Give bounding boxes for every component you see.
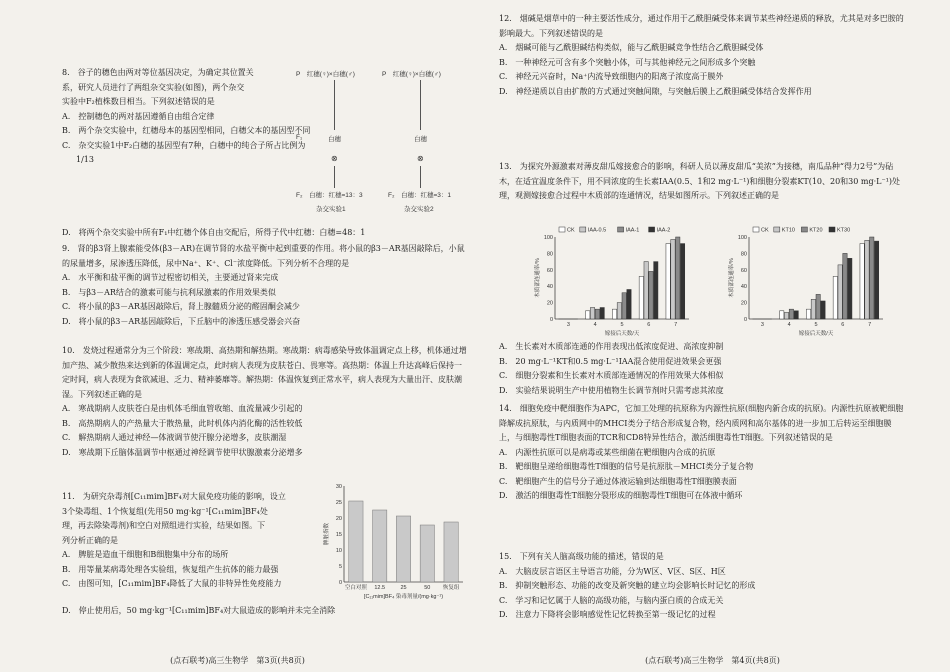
exp1-arrow-line <box>334 166 335 188</box>
q11-line: 3个染毒组、1个恢复组(先用50 mg·kg⁻¹[C₁₁mim]BF₄处 <box>62 506 268 516</box>
q11-option-a[interactable]: A. 脾脏是造血干细胞和B细胞集中分布的场所 <box>62 550 229 559</box>
y-tick-label: 20 <box>546 300 553 307</box>
q9-option-b[interactable]: B. 与β3－AR结合的激素可能与抗利尿激素的作用效果类似 <box>62 287 276 297</box>
q13-option-b[interactable]: B. 20 mg·L⁻¹KT和0.5 mg·L⁻¹IAA混合使用促进效果会更强 <box>499 356 722 366</box>
chart-bar <box>816 294 820 319</box>
q13-option-d[interactable]: D. 实验结果说明生产中使用植物生长调节剂时只需考虑其浓度 <box>499 385 724 395</box>
q9-option-c[interactable]: C. 将小鼠的β3－AR基因敲除后，肾上腺髓质分泌的醛固酮会减少 <box>62 302 300 311</box>
chart-bar <box>349 501 363 582</box>
question-8 <box>62 66 312 168</box>
exp2-f1: 白穗 <box>414 136 427 143</box>
x-tick-label: 50 <box>424 585 431 591</box>
q10-option-c[interactable]: C. 解热期病人通过神经—体液调节使汗腺分泌增多，皮肤潮湿 <box>62 433 287 442</box>
q10-option-a[interactable]: A. 寒战期病人皮肤苍白是由机体毛细血管收缩、血流量减少引起的 <box>62 404 303 413</box>
legend-swatch <box>774 227 780 232</box>
q8-option-a[interactable]: A. 控制穗色的两对基因遵循自由组合定律 <box>62 111 215 121</box>
q8-option-c[interactable]: C. 杂交实验1中F₂白穗的基因型有7种，白穗中的纯合子所占比例为1/13 <box>62 140 306 164</box>
y-tick-label: 25 <box>335 500 342 506</box>
x-axis-label: 嫁接后天数/天 <box>798 331 834 337</box>
chart-bar <box>654 262 658 319</box>
q13-stem: 13. 为探究外源激素对薄皮甜瓜嫁接愈合的影响，科研人员以薄皮甜瓜“美浓”为接穗，南瓜品种“得力2号”为砧木，在适宜温度条件下，用不同浓度的生长素IAA(0.5、1和2 mg·L⁻¹)和细胞分裂素KT(10、20和30 mg·L⁻¹)处理，观测嫁接愈合过程中木质部的连通情况，结果如图所示。下列叙述正确的是 <box>499 162 901 200</box>
x-tick-label: 3 <box>566 322 570 328</box>
y-tick-label: 30 <box>335 484 342 490</box>
page-footer: (点石联考)高三生物学 第3页(共8页) <box>170 656 305 665</box>
question-13 <box>499 160 904 204</box>
q12-option-c[interactable]: C. 神经元兴奋时，Na⁺内流导致细胞内的阳离子浓度高于膜外 <box>499 72 724 81</box>
question-10 <box>62 344 467 460</box>
y-axis-label: 木质部连通率/% <box>729 258 735 298</box>
y-tick-label: 20 <box>740 300 747 307</box>
y-tick-label: 15 <box>335 532 342 538</box>
q9-option-a[interactable]: A. 水平衡和盐平衡的调节过程密切相关，主要通过肾来完成 <box>62 273 279 282</box>
exp2-arrow-line <box>420 80 421 130</box>
question-15 <box>499 550 904 623</box>
legend-swatch <box>618 227 624 232</box>
chart-bar <box>838 265 842 319</box>
chart-bar <box>617 303 621 319</box>
chart-bar <box>680 244 684 319</box>
q9-stem: 9. 肾的β3肾上腺素能受体(β3－AR)在调节肾的水盐平衡中起到重要的作用。将小鼠的β3－AR基因敲除后，小鼠的尿量增多，尿渗透压降低，尿中Na⁺、K⁺、Cl⁻浓度降低。下列分析不合理的是 <box>62 244 465 268</box>
right-page <box>475 0 950 672</box>
legend-swatch <box>829 227 835 232</box>
y-axis-label: 脾脏指数 <box>324 522 330 546</box>
x-tick-label: 5 <box>620 322 624 328</box>
chart-bar <box>870 237 874 319</box>
q8-option-d-wrap <box>62 226 467 241</box>
chart-bar <box>600 308 604 319</box>
q11-option-d-wrap <box>62 604 467 619</box>
legend-label: IAA-0.5 <box>587 227 607 234</box>
q12-stem: 12. 烟碱是烟草中的一种主要活性成分，通过作用于乙酰胆碱受体来调节某些神经递质的释放，尤其是对多巴胺的影响最大。下列叙述错误的是 <box>499 14 904 38</box>
chart-bar <box>865 240 869 319</box>
chart-bar <box>639 276 643 319</box>
y-tick-label: 100 <box>543 235 553 241</box>
selfing-symbol: ⊗ <box>417 154 424 163</box>
chart-bar <box>811 299 815 319</box>
y-tick-label: 5 <box>338 564 342 570</box>
chart-bar <box>780 311 784 319</box>
q14-option-a[interactable]: A. 内源性抗原可以是病毒或某些细菌在靶细胞内合成的抗原 <box>499 447 716 457</box>
x-tick-label: 25 <box>400 585 407 591</box>
chart-bar <box>676 237 680 319</box>
chart-bar <box>666 244 670 319</box>
legend-label: KT20 <box>809 227 823 234</box>
y-tick-label: 40 <box>740 284 747 291</box>
q10-option-b[interactable]: B. 高热期病人的产热量大于散热量，此时机体内消化酶的活性较低 <box>62 418 303 428</box>
y-tick-label: 60 <box>740 267 747 274</box>
x-tick-label: 空白对照 <box>344 585 367 591</box>
x-tick-label: 4 <box>787 322 791 328</box>
question-11 <box>62 490 324 592</box>
y-tick-label: 80 <box>740 251 747 258</box>
exp2-f2: F₂ 白穗：红穗=3：1 <box>388 192 452 199</box>
q9-option-d[interactable]: D. 将小鼠的β3－AR基因敲除后，下丘脑中的渗透压感受器会兴奋 <box>62 316 301 326</box>
q12-option-b[interactable]: B. 一种神经元可含有多个突触小体，可与其他神经元之间形成多个突触 <box>499 57 756 67</box>
x-axis-label: [C₁₁mim]BF₄ 染毒剂量/(mg·kg⁻¹) <box>363 594 444 600</box>
chart-bar <box>627 289 631 319</box>
legend-label: CK <box>567 227 575 234</box>
y-tick-label: 10 <box>335 548 342 554</box>
q8-line: 实验中F₂植株数目相当。下列叙述错误的是 <box>62 97 215 106</box>
legend-label: IAA-1 <box>625 227 640 234</box>
q11-option-b[interactable]: B. 用等量某病毒处理各实验组，恢复组产生抗体的能力最强 <box>62 564 279 574</box>
q14-option-b[interactable]: B. 靶细胞呈递给细胞毒性T细胞的信号是抗原肽－MHCⅠ类分子复合物 <box>499 462 754 471</box>
question-13-options <box>499 340 904 398</box>
q15-stem: 15. 下列有关人脑高级功能的描述，错误的是 <box>499 552 664 561</box>
x-tick-label: 6 <box>647 322 651 328</box>
chart-bar <box>590 308 594 319</box>
q11-line: 11. 为研究杂毒剂[C₁₁mim]BF₄对大鼠免疫功能的影响，设立 <box>62 492 286 501</box>
y-axis-label: 木质部连通率/% <box>535 258 541 298</box>
chart-bar <box>833 276 837 319</box>
chart-bar <box>396 516 410 582</box>
y-tick-label: 100 <box>737 235 747 241</box>
y-tick-label: 0 <box>549 317 553 323</box>
q15-option-b[interactable]: B. 抑制突触形态、功能的改变及新突触的建立均会影响长时记忆的形成 <box>499 581 756 590</box>
q8-line: 8. 谷子的穗色由两对等位基因决定，为确定其位置关 <box>62 68 254 77</box>
chart-bar <box>649 271 653 319</box>
x-tick-label: 恢复组 <box>442 585 460 591</box>
chart-bar <box>612 309 616 319</box>
y-tick-label: 60 <box>546 267 553 274</box>
q13-option-c[interactable]: C. 细胞分裂素和生长素对木质部连通情况的作用效果大体相似 <box>499 371 724 380</box>
x-tick-label: 5 <box>814 322 818 328</box>
q8-line: 系，研究人员进行了两组杂交实验(如图)，两个杂交 <box>62 82 245 92</box>
y-tick-label: 20 <box>335 516 342 522</box>
exp2-parents: P 红穗(♀)×白穗(♂) <box>382 71 441 78</box>
legend-label: KT30 <box>837 227 851 234</box>
chart-bar <box>420 525 434 582</box>
x-tick-label: 3 <box>760 322 764 328</box>
x-axis-label: 嫁接后天数/天 <box>604 331 640 337</box>
q12-option-a[interactable]: A. 烟碱可能与乙酰胆碱结构类似，能与乙酰胆碱竞争性结合乙酰胆碱受体 <box>499 43 764 52</box>
exp1-f1: 白穗 <box>328 136 341 143</box>
chart-bar <box>794 311 798 319</box>
page-footer: (点石联考)高三生物学 第4页(共8页) <box>645 656 780 665</box>
chart-bar <box>644 262 648 319</box>
question-14 <box>499 402 904 504</box>
chart-bar <box>595 309 599 319</box>
x-tick-label: 12.5 <box>374 585 386 591</box>
question-9 <box>62 242 467 329</box>
iaa-chart <box>533 225 693 337</box>
chart-bar <box>373 510 387 582</box>
chart-bar <box>671 239 675 319</box>
chart-bar <box>874 241 878 319</box>
q15-option-a[interactable]: A. 大脑皮层言语区主导语言功能，分为W区、V区、S区、H区 <box>499 566 726 576</box>
q11-line: 理，再去除染毒剂)和空白对照组进行实验，结果如图。下 <box>62 521 266 530</box>
exp1-f2: F₂ 白穗：红穗=13：3 <box>296 192 363 199</box>
cross-diagram <box>296 66 466 216</box>
legend-label: KT10 <box>781 227 795 234</box>
x-tick-label: 7 <box>674 322 678 328</box>
q8-option-d[interactable]: D. 将两个杂交实验中所有F₁中红穗个体自由交配后，所得子代中红穗：白穗=48：1 <box>62 228 366 237</box>
q13-option-a[interactable]: A. 生长素对木质部连通的作用表现出低浓度促进、高浓度抑制 <box>499 342 724 351</box>
chart-bar <box>848 258 852 319</box>
q10-stem: 10. 发烧过程通常分为三个阶段：寒战期、高热期和解热期。寒战期：病毒感染导致体温调定点上移，机体通过增加产热、减少散热来达到新的体温调定点，此时病人表现为皮肤苍白、畏寒等。高热期：体温上升达高峰后保持一定时间，病人表现为食欲减退、乏力、精神萎靡等。解热期：体温恢复到正常水平，病人表现为大量出汗、皮肤潮湿。下列叙述正确的是 <box>62 346 467 399</box>
q12-option-d[interactable]: D. 神经递质以自由扩散的方式通过突触间隙，与突触后膜上乙酰胆碱受体结合发挥作用 <box>499 86 812 96</box>
chart-bar <box>444 522 458 582</box>
q14-stem: 14. 细胞免疫中靶细胞作为APC，它加工处理的抗原称为内源性抗原(细胞内新合成的抗原)。内源性抗原被靶细胞降解成抗原肽，与内质网中的MHCⅠ类分子结合形成复合物，经内质网和高尔基体的进一步加工后转运至细胞膜上，与细胞毒性T细胞表面的TCR和CD8特异性结合，激活细胞毒性T细胞。下列叙述错误的是 <box>499 404 904 442</box>
chart-bar <box>586 311 590 319</box>
q11-option-d[interactable]: D. 停止使用后，50 mg·kg⁻¹[C₁₁mim]BF₄对大鼠造成的影响并未完全消除 <box>62 606 336 615</box>
q14-option-d[interactable]: D. 激活的细胞毒性T细胞分裂形成的细胞毒性T细胞可在体液中循环 <box>499 491 743 500</box>
legend-swatch <box>580 227 586 232</box>
chart-bar <box>806 309 810 319</box>
legend-swatch <box>559 227 565 232</box>
q11-line: 列分析正确的是 <box>62 535 118 545</box>
legend-label: CK <box>761 227 769 234</box>
chart-bar <box>789 309 793 319</box>
y-tick-label: 80 <box>546 251 553 258</box>
legend-label: IAA-2 <box>656 227 671 234</box>
x-tick-label: 4 <box>593 322 597 328</box>
exp1-f1-label: F₁ <box>296 134 303 141</box>
legend-swatch <box>801 227 807 232</box>
x-tick-label: 6 <box>841 322 845 328</box>
question-12 <box>499 12 904 99</box>
q8-option-b[interactable]: B. 两个杂交实验中，红穗母本的基因型相同，白穗父本的基因型不同 <box>62 126 311 135</box>
legend-swatch <box>753 227 759 232</box>
y-tick-label: 0 <box>743 317 747 323</box>
chart-bar <box>821 301 825 319</box>
legend-swatch <box>649 227 655 232</box>
chart-bar <box>784 312 788 319</box>
exp1-arrow-line <box>334 80 335 130</box>
q15-option-d[interactable]: D. 注意力下降将会影响感觉性记忆转换至第一级记忆的过程 <box>499 610 716 619</box>
y-tick-label: 40 <box>546 284 553 291</box>
q14-option-c[interactable]: C. 靶细胞产生的信号分子通过体液运输到达细胞毒性T细胞膜表面 <box>499 476 737 486</box>
kt-chart <box>727 225 887 337</box>
chart-bar <box>860 244 864 319</box>
x-tick-label: 7 <box>868 322 872 328</box>
y-tick-label: 0 <box>338 580 342 586</box>
exp2-arrow-line <box>420 166 421 188</box>
exp1-label: 杂交实验1 <box>316 206 346 213</box>
selfing-symbol: ⊗ <box>331 154 338 163</box>
spleen-index-chart <box>322 478 467 600</box>
q10-option-d[interactable]: D. 寒战期下丘脑体温调节中枢通过神经调节使甲状腺激素分泌增多 <box>62 447 303 457</box>
chart-bar <box>843 253 847 319</box>
exp2-label: 杂交实验2 <box>404 206 434 213</box>
chart-bar <box>622 293 626 319</box>
q11-option-c[interactable]: C. 由图可知，[C₁₁mim]BF₄降低了大鼠的非特异性免疫能力 <box>62 579 282 588</box>
q15-option-c[interactable]: C. 学习和记忆属于人脑的高级功能，与脑内蛋白质的合成无关 <box>499 595 724 605</box>
exp1-parents: P 红穗(♀)×白穗(♂) <box>296 71 355 78</box>
